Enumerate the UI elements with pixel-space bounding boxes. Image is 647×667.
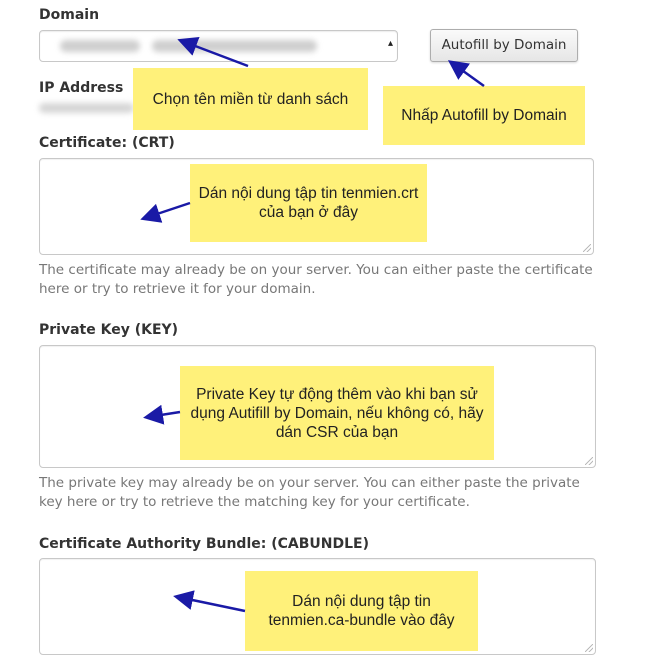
select-caret-icon: ▴ [387, 38, 393, 49]
annotation-paste-crt: Dán nội dung tập tin tenmien.crt của bạn ở đây [190, 164, 427, 242]
resize-grip-icon[interactable] [585, 457, 593, 465]
certificate-help-text: The certificate may already be on your server. You can either paste the certificate here or try to retrieve it for your domain. [39, 262, 593, 297]
annotation-paste-cabundle: Dán nội dung tập tin tenmien.ca-bundle vào đây [245, 571, 478, 651]
arrow-to-autofill-button [452, 63, 484, 86]
ip-address-value-blurred [39, 103, 134, 113]
certificate-label: Certificate: (CRT) [39, 135, 175, 151]
domain-select[interactable] [39, 30, 398, 62]
ip-address-label: IP Address [39, 80, 124, 96]
domain-value-blurred [60, 40, 140, 52]
resize-grip-icon[interactable] [585, 644, 593, 652]
annotation-choose-domain: Chọn tên miền từ danh sách [133, 68, 368, 130]
private-key-label: Private Key (KEY) [39, 322, 179, 338]
private-key-help-text: The private key may already be on your server. You can either paste the private key here or try to retrieve the matching key for your certificate. [39, 475, 580, 510]
cabundle-label: Certificate Authority Bundle: (CABUNDLE) [39, 536, 369, 552]
resize-grip-icon[interactable] [583, 244, 591, 252]
annotation-private-key: Private Key tự động thêm vào khi bạn sử dụng Autifill by Domain, nếu không có, hãy dán CSR của bạn [180, 366, 494, 460]
autofill-by-domain-button[interactable]: Autofill by Domain [430, 29, 578, 62]
cabundle-help-text-cutoff [39, 658, 604, 667]
domain-value-blurred [152, 40, 317, 52]
domain-label: Domain [39, 7, 100, 23]
annotation-click-autofill: Nhấp Autofill by Domain [383, 86, 585, 145]
